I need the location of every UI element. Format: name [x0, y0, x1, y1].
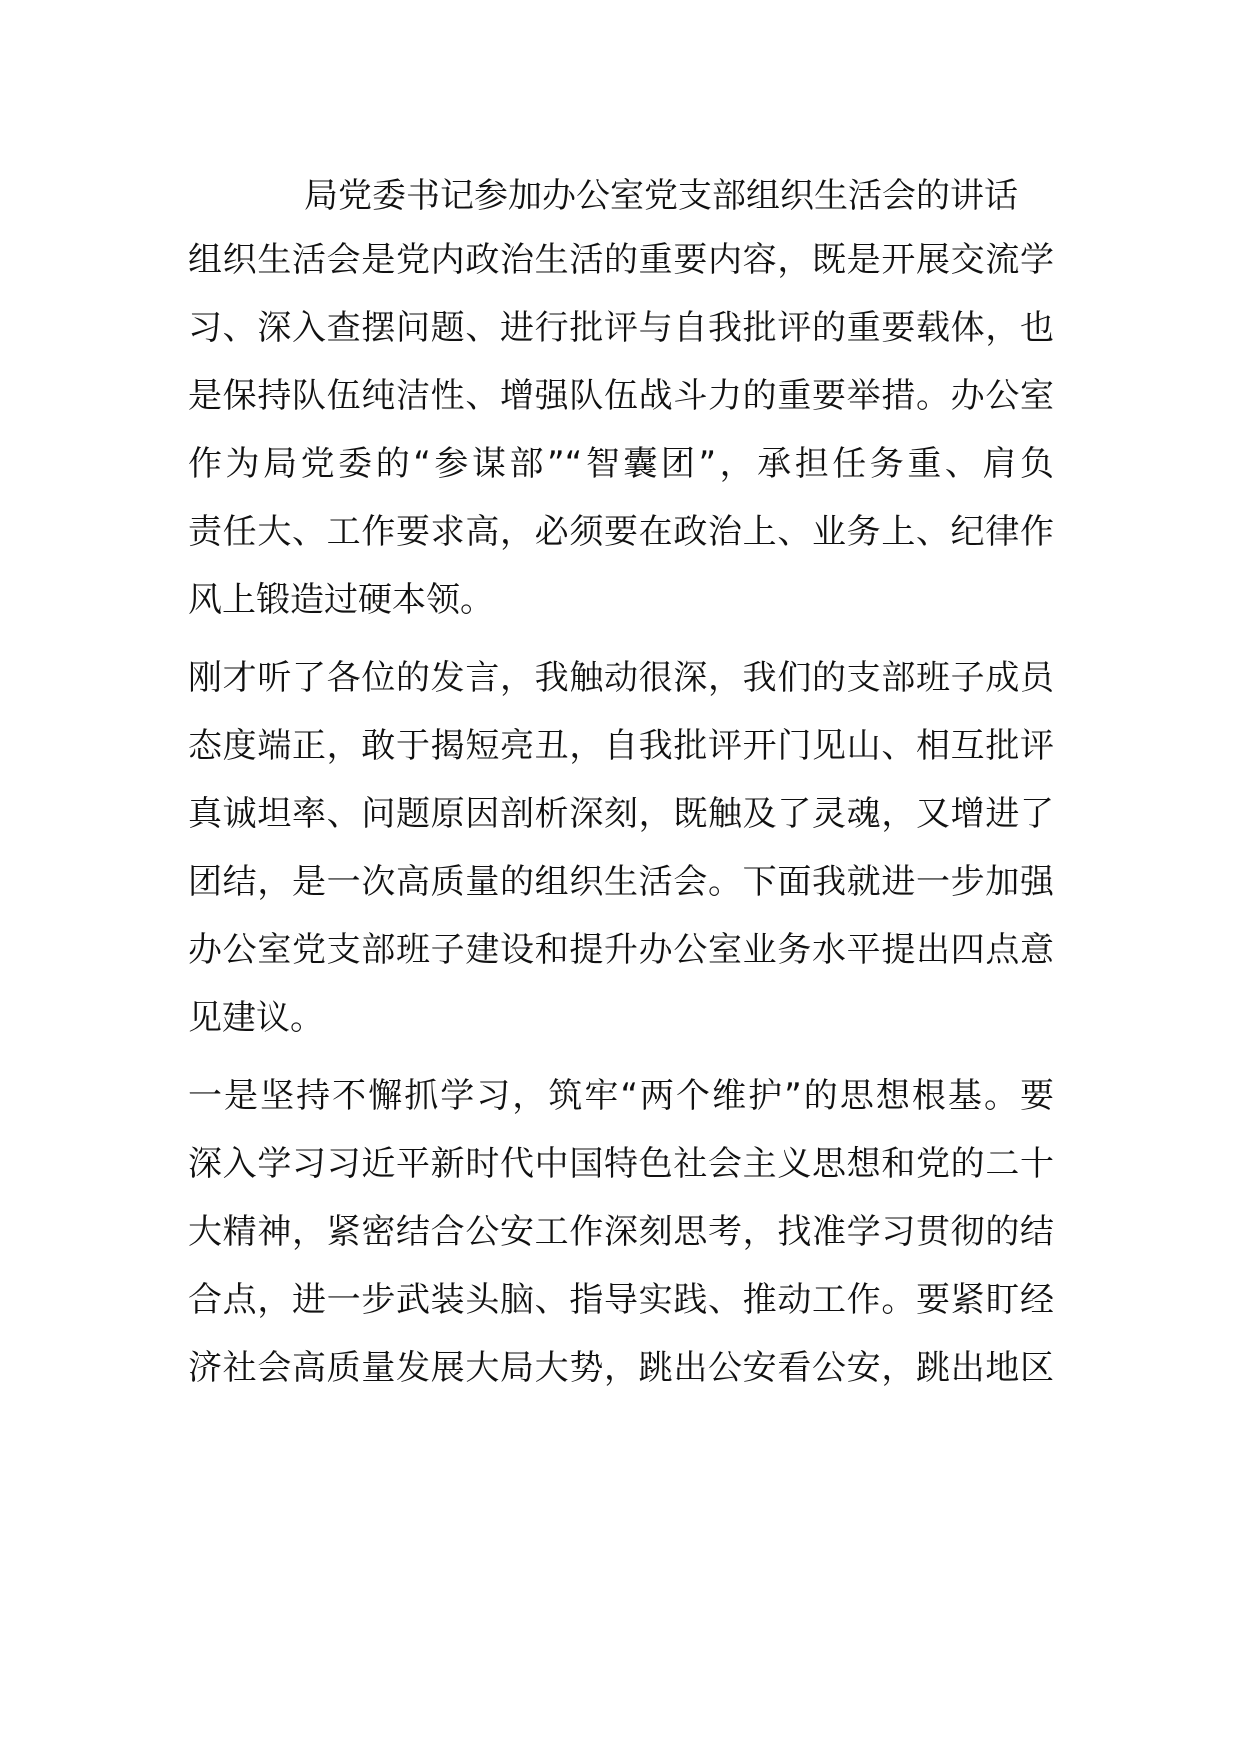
document-title: 局党委书记参加办公室党支部组织生活会的讲话 — [304, 176, 1018, 216]
text-line: 是保持队伍纯洁性、增强队伍战斗力的重要举措。办公室 — [188, 376, 1054, 416]
text-line: 习、深入查摆问题、进行批评与自我批评的重要载体，也 — [188, 308, 1054, 348]
text-line: 办公室党支部班子建设和提升办公室业务水平提出四点意 — [188, 930, 1054, 970]
text-line: 一是坚持不懈抓学习，筑牢“两个维护”的思想根基。要 — [188, 1076, 1054, 1116]
text-line: 团结，是一次高质量的组织生活会。下面我就进一步加强 — [188, 862, 1054, 902]
text-line: 真诚坦率、问题原因剖析深刻，既触及了灵魂，又增进了 — [188, 794, 1054, 834]
text-line: 深入学习习近平新时代中国特色社会主义思想和党的二十 — [188, 1144, 1054, 1184]
text-line: 见建议。 — [188, 998, 324, 1038]
text-line: 济社会高质量发展大局大势，跳出公安看公安，跳出地区 — [188, 1348, 1054, 1388]
text-line: 态度端正，敢于揭短亮丑，自我批评开门见山、相互批评 — [188, 726, 1054, 766]
text-line: 合点，进一步武装头脑、指导实践、推动工作。要紧盯经 — [188, 1280, 1054, 1320]
text-line: 大精神，紧密结合公安工作深刻思考，找准学习贯彻的结 — [188, 1212, 1054, 1252]
text-line: 责任大、工作要求高，必须要在政治上、业务上、纪律作 — [188, 512, 1054, 552]
text-line: 风上锻造过硬本领。 — [188, 580, 494, 620]
text-line: 作为局党委的“参谋部”“智囊团”，承担任务重、肩负 — [188, 444, 1054, 484]
text-line: 组织生活会是党内政治生活的重要内容，既是开展交流学 — [188, 240, 1054, 280]
text-line: 刚才听了各位的发言，我触动很深，我们的支部班子成员 — [188, 658, 1054, 698]
